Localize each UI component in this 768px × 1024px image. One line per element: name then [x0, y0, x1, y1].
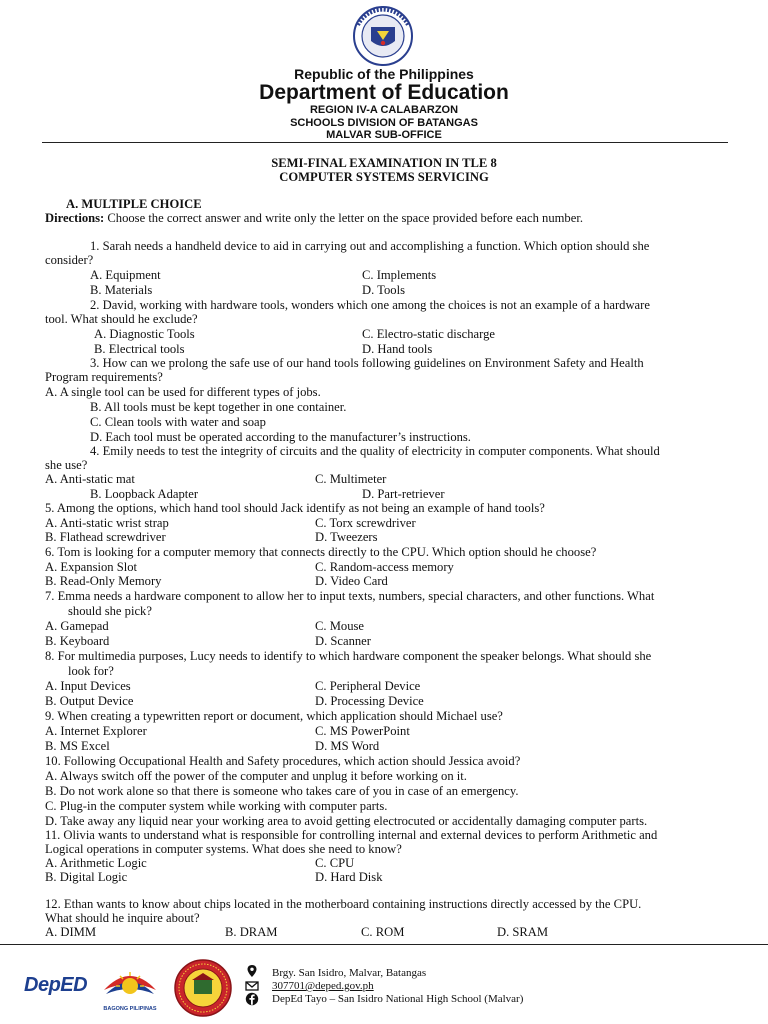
- question-11-line2: Logical operations in computer systems. What does she need to know?: [45, 842, 402, 856]
- q3-option-d: D. Each tool must be operated according to the manufacturer’s instructions.: [90, 430, 471, 444]
- question-2-line2: tool. What should he exclude?: [45, 312, 198, 326]
- q5-option-a: A. Anti-static wrist strap: [45, 516, 169, 530]
- q9-option-c: C. MS PowerPoint: [315, 724, 410, 738]
- header-divider: [42, 142, 728, 143]
- deped-logo-text: DepED: [24, 974, 88, 996]
- q4-option-d: D. Part-retriever: [362, 487, 445, 501]
- question-6: 6. Tom is looking for a computer memory that connects directly to the CPU. Which option should he choose?: [45, 545, 597, 559]
- republic-line: Republic of the Philippines: [294, 66, 474, 82]
- question-12-line2: What should he inquire about?: [45, 911, 200, 925]
- footer-email-link[interactable]: 307701@deped.gov.ph: [272, 980, 374, 992]
- q10-option-a: A. Always switch off the power of the computer and unplug it before working on it.: [45, 769, 467, 783]
- footer-divider: [0, 944, 768, 945]
- q6-option-c: C. Random-access memory: [315, 560, 454, 574]
- deped-seal-logo: [344, 5, 422, 67]
- q11-option-d: D. Hard Disk: [315, 870, 383, 884]
- q10-option-c: C. Plug-in the computer system while working with computer parts.: [45, 799, 388, 813]
- location-pin-icon: [244, 964, 260, 978]
- footer-address: Brgy. San Isidro, Malvar, Batangas: [272, 967, 427, 979]
- question-12-line1: 12. Ethan wants to know about chips located in the motherboard containing instructions directly accessed by the CPU.: [45, 897, 642, 911]
- q6-option-b: B. Read-Only Memory: [45, 574, 162, 588]
- q12-option-b: B. DRAM: [225, 925, 278, 939]
- department-title: Department of Education: [259, 81, 509, 104]
- q5-option-c: C. Torx screwdriver: [315, 516, 416, 530]
- q9-option-b: B. MS Excel: [45, 739, 110, 753]
- q8-option-b: B. Output Device: [45, 694, 134, 708]
- q1-option-b: B. Materials: [90, 283, 153, 297]
- q3-option-b: B. All tools must be kept together in one container.: [90, 400, 347, 414]
- q8-option-a: A. Input Devices: [45, 679, 131, 693]
- deped-logo: [24, 974, 87, 997]
- question-11-line1: 11. Olivia wants to understand what is responsible for controlling internal and external devices to perform Arithmetic and: [45, 828, 658, 842]
- exam-subject: COMPUTER SYSTEMS SERVICING: [279, 170, 489, 184]
- question-1-line2: consider?: [45, 253, 94, 267]
- email-icon: [244, 979, 260, 993]
- q11-option-b: B. Digital Logic: [45, 870, 128, 884]
- question-7-line2: should she pick?: [68, 604, 152, 618]
- question-2-line1: 2. David, working with hardware tools, wonders which one among the choices is not an example of a hardware: [90, 298, 650, 312]
- division-line: SCHOOLS DIVISION OF BATANGAS: [290, 117, 478, 129]
- directions-label: Directions:: [45, 211, 105, 225]
- q3-option-c: C. Clean tools with water and soap: [90, 415, 266, 429]
- q4-option-a: A. Anti-static mat: [45, 472, 135, 486]
- q7-option-b: B. Keyboard: [45, 634, 110, 648]
- q5-option-d: D. Tweezers: [315, 530, 378, 544]
- q5-option-b: B. Flathead screwdriver: [45, 530, 166, 544]
- q2-option-a: A. Diagnostic Tools: [94, 327, 195, 341]
- footer-facebook: DepEd Tayo – San Isidro National High School (Malvar): [272, 993, 524, 1005]
- question-3-line2: Program requirements?: [45, 370, 163, 384]
- q12-option-d: D. SRAM: [497, 925, 549, 939]
- section-heading: A. MULTIPLE CHOICE: [66, 197, 202, 211]
- q4-option-c: C. Multimeter: [315, 472, 387, 486]
- q2-option-b: B. Electrical tools: [94, 342, 185, 356]
- q1-option-d: D. Tools: [362, 283, 405, 297]
- q12-option-a: A. DIMM: [45, 925, 97, 939]
- q2-option-c: C. Electro-static discharge: [362, 327, 496, 341]
- q7-option-c: C. Mouse: [315, 619, 364, 633]
- bagong-pilipinas-logo: [98, 960, 162, 1016]
- q1-option-c: C. Implements: [362, 268, 437, 282]
- directions-text: Choose the correct answer and write only the letter on the space provided before each number.: [104, 211, 583, 225]
- directions: [45, 211, 583, 225]
- q3-option-a: A. A single tool can be used for different types of jobs.: [45, 385, 321, 399]
- bagong-pilipinas-text: BAGONG PILIPINAS: [103, 1006, 157, 1012]
- q9-option-d: D. MS Word: [315, 739, 380, 753]
- question-7-line1: 7. Emma needs a hardware component to allow her to input texts, numbers, special characters, and other functions. What: [45, 589, 655, 603]
- region-line: REGION IV-A CALABARZON: [309, 104, 459, 116]
- question-8-line1: 8. For multimedia purposes, Lucy needs to identify to which hardware component the speaker belongs. What should she: [45, 649, 652, 663]
- facebook-icon: [244, 992, 260, 1006]
- q7-option-d: D. Scanner: [315, 634, 371, 648]
- q7-option-a: A. Gamepad: [45, 619, 109, 633]
- q12-option-c: C. ROM: [361, 925, 405, 939]
- question-9: 9. When creating a typewritten report or document, which application should Michael use?: [45, 709, 503, 723]
- q10-option-b: B. Do not work alone so that there is someone who takes care of you in case of an emergency.: [45, 784, 519, 798]
- q6-option-a: A. Expansion Slot: [45, 560, 138, 574]
- question-8-line2: look for?: [68, 664, 114, 678]
- q8-option-c: C. Peripheral Device: [315, 679, 421, 693]
- question-3-line1: 3. How can we prolong the safe use of our hand tools following guidelines on Environment Safety and Health: [90, 356, 644, 370]
- q6-option-d: D. Video Card: [315, 574, 388, 588]
- q8-option-d: D. Processing Device: [315, 694, 424, 708]
- q4-option-b: B. Loopback Adapter: [90, 487, 199, 501]
- q2-option-d: D. Hand tools: [362, 342, 433, 356]
- question-4-line2: she use?: [45, 458, 88, 472]
- q11-option-c: C. CPU: [315, 856, 355, 870]
- question-10: 10. Following Occupational Health and Safety procedures, which action should Jessica avoid?: [45, 754, 521, 768]
- q9-option-a: A. Internet Explorer: [45, 724, 147, 738]
- q1-option-a: A. Equipment: [90, 268, 161, 282]
- question-4-line1: 4. Emily needs to test the integrity of circuits and the quality of electricity in computer components. What should: [90, 444, 660, 458]
- exam-title: SEMI-FINAL EXAMINATION IN TLE 8: [271, 156, 497, 170]
- q11-option-a: A. Arithmetic Logic: [45, 856, 147, 870]
- office-line: MALVAR SUB-OFFICE: [326, 129, 442, 141]
- question-5: 5. Among the options, which hand tool should Jack identify as not being an example of hand tools?: [45, 501, 545, 515]
- school-seal-logo: [168, 958, 238, 1018]
- q10-option-d: D. Take away any liquid near your working area to avoid getting electrocuted or accidentally damaging computer parts.: [45, 814, 648, 828]
- question-1-line1: 1. Sarah needs a handheld device to aid in carrying out and accomplishing a function. Which option should she: [90, 239, 650, 253]
